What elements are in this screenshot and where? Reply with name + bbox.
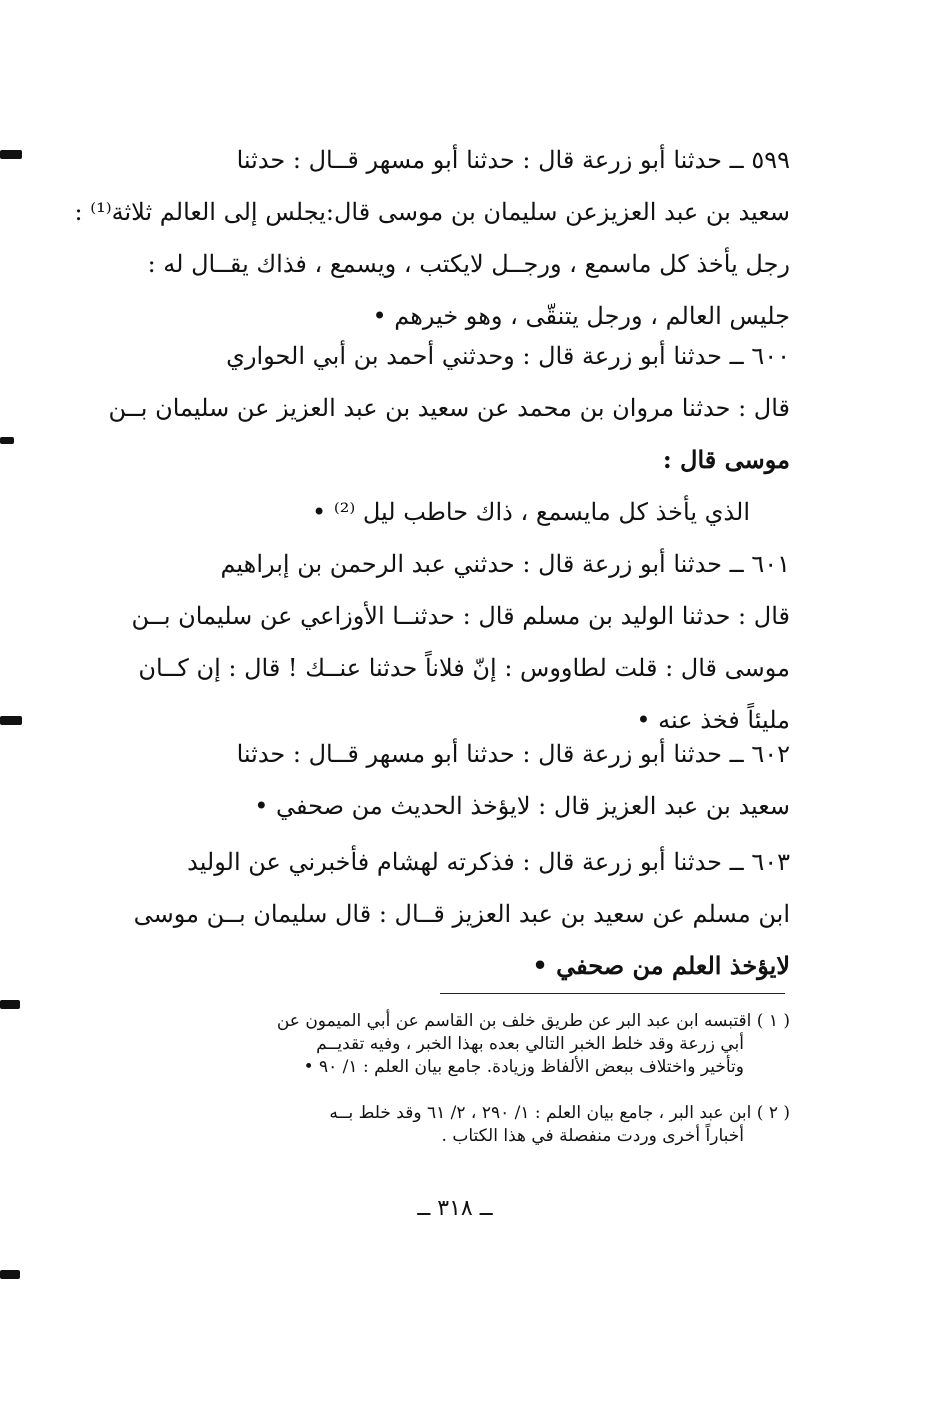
binding-mark — [0, 1000, 20, 1009]
footnote-1 — [150, 1010, 790, 1079]
footnote-line: ( ١ ) اقتبسه ابن عبد البر عن طريق خلف بن القاسم عن أبي الميمون عن — [276, 1011, 790, 1031]
footnote-line: أبي زرعة وقد خلط الخبر التالي بعده بهذا الخبر ، وفيه تقديــم — [316, 1034, 744, 1054]
text-line: ٦٠٢ ــ حدثنا أبو زرعة قال : حدثنا أبو مسهر قــال : حدثنا — [236, 740, 790, 768]
binding-mark — [0, 437, 14, 444]
text-line: ٥٩٩ ــ حدثنا أبو زرعة قال : حدثنا أبو مسهر قــال : حدثنا — [236, 146, 790, 174]
text-line: جليس العالم ، ورجل يتنقّى ، وهو خيرهم • — [372, 302, 790, 330]
text-line: سعيد بن عبد العزيزعن سليمان بن موسى قال:يجلس إلى العالم ثلاثة⁽¹⁾ : — [74, 198, 790, 226]
text-line: ٦٠١ ــ حدثنا أبو زرعة قال : حدثني عبد الرحمن بن إبراهيم — [220, 550, 790, 578]
footnote-line: ( ٢ ) ابن عبد البر ، جامع بيان العلم : ١/ ٢٩٠ ، ٢/ ٦١ وقد خلط بــه — [329, 1103, 790, 1123]
text-line: موسى قال : — [662, 445, 790, 474]
hadith-601 — [131, 538, 790, 746]
page-number: ــ ٣١٨ ــ — [417, 1196, 493, 1221]
hadith-600 — [108, 330, 790, 538]
hadith-603 — [133, 836, 790, 992]
text-line: قال : حدثنا الوليد بن مسلم قال : حدثنــا الأوزاعي عن سليمان بــن — [131, 602, 790, 630]
hadith-602 — [140, 728, 790, 832]
footnote-line: وتأخير واختلاف ببعض الألفاظ وزيادة. جامع بيان العلم : ١/ ٩٠ • — [303, 1057, 744, 1077]
footnote-2 — [150, 1102, 790, 1148]
text-line: سعيد بن عبد العزيز قال : لايؤخذ الحديث من صحفي • — [254, 792, 790, 820]
text-line: رجل يأخذ كل ماسمع ، ورجــل لايكتب ، ويسمع ، فذاك يقــال له : — [147, 250, 790, 278]
text-line: قال : حدثنا مروان بن محمد عن سعيد بن عبد العزيز عن سليمان بــن — [108, 394, 790, 422]
footnote-line: أخباراً أخرى وردت منفصلة في هذا الكتاب . — [441, 1126, 744, 1146]
text-line: موسى قال : قلت لطاووس : إنّ فلاناً حدثنا عنــك ! قال : إن كــان — [138, 654, 790, 682]
hadith-599 — [74, 134, 790, 342]
text-line: ابن مسلم عن سعيد بن عبد العزيز قــال : قال سليمان بــن موسى — [133, 900, 790, 928]
binding-mark — [0, 716, 22, 725]
text-line: الذي يأخذ كل مايسمع ، ذاك حاطب ليل ⁽²⁾ • — [312, 498, 750, 526]
text-line: ٦٠٣ ــ حدثنا أبو زرعة قال : فذكرته لهشام فأخبرني عن الوليد — [187, 848, 790, 876]
text-line: ٦٠٠ ــ حدثنا أبو زرعة قال : وحدثني أحمد بن أبي الحواري — [226, 342, 790, 370]
text-line: لايؤخذ العلم من صحفي • — [532, 951, 790, 980]
binding-mark — [0, 1270, 20, 1279]
text-line: مليئاً فخذ عنه • — [636, 706, 790, 734]
footnote-divider — [440, 993, 785, 994]
binding-mark — [0, 150, 22, 159]
